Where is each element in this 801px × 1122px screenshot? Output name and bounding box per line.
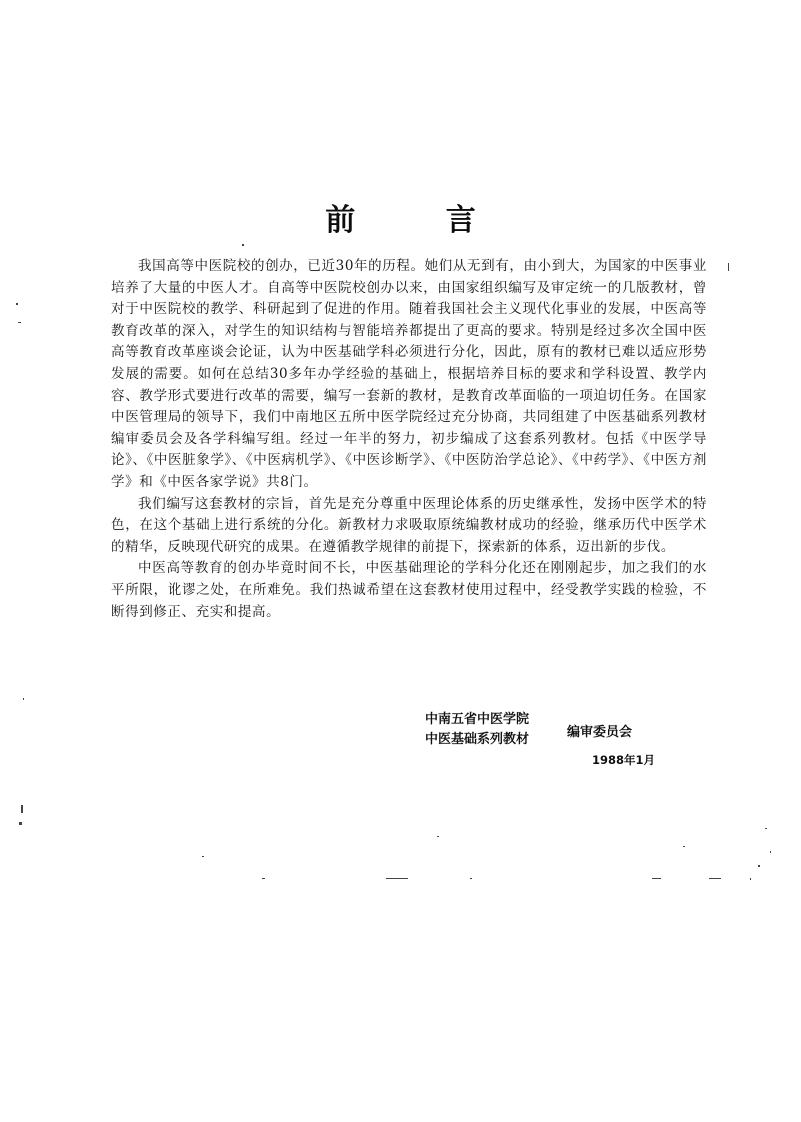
page-title: 前 言 [325, 203, 516, 238]
scan-speck [242, 244, 244, 246]
signature-series: 中医基础系列教材 [425, 732, 530, 747]
signature-institution: 中南五省中医学院 [425, 712, 530, 727]
scan-speck [470, 878, 472, 879]
scan-speck [16, 303, 18, 305]
scan-speck [750, 878, 751, 880]
scan-speck [19, 822, 22, 825]
scan-speck [23, 698, 24, 700]
paragraph-3: 中医高等教育的创办毕竟时间不长，中医基础理论的学科分化还在刚刚起步，加之我们的水平所限，讹谬之处，在所难免。我们热诚希望在这套教材使用过程中，经受教学实践的检验，不断得到修正、充实和提高。 [111, 560, 707, 620]
paragraph-1: 我国高等中医院校的创办，已近30年的历程。她们从无到有，由小到大，为国家的中医事业培养了大量的中医人才。自高等中医院校创办以来，由国家组织编写及审定统一的几版教材，曾对于中医院校的教学、科研起到了促进的作用。随着我国社会主义现代化事业的发展，中医高等教育改革的深入，对学生的知识结构与智能培养都提出了更高的要求。特别是经过多次全国中医高等教育改革座谈会论证，认为中医基础学科必须进行分化，因此，原有的教材已难以适应形势发展的需要。如何在总结30多年办学经验的基础上，根据培养目标的要求和学科设置、教学内容、教学形式要进行改革的需要，编写一套新的教材，是教育改革面临的一项迫切任务。在国家中医管理局的领导下，我们中南地区五所中医学院经过充分协商，共同组建了中医基础系列教材编审委员会及各学科编写组。经过一年半的努力，初步编成了这套系列教材。包括《中医学导论》、《中医脏象学》、《中医病机学》、《中医诊断学》、《中医防治学总论》、《中药学》、《中医方剂学》和《中医各家学说》共8门。 [111, 258, 707, 490]
scan-speck [765, 828, 767, 829]
scan-speck [262, 878, 265, 879]
scan-speck [437, 836, 439, 837]
scan-speck [386, 878, 408, 879]
signature-committee: 编审委员会 [567, 725, 633, 740]
scan-speck [770, 851, 771, 853]
scan-speck [652, 878, 661, 879]
scan-speck [709, 878, 721, 879]
publication-date: 1988年1月 [592, 753, 656, 767]
paragraph-2: 我们编写这套教材的宗旨，首先是充分尊重中医理论体系的历史继承性，发扬中医学术的特色，在这个基础上进行系统的分化。新教材力求吸取原统编教材成功的经验，继承历代中医学术的精华，反映现代研究的成果。在遵循教学规律的前提下，探索新的体系，迈出新的步伐。 [111, 495, 707, 555]
scan-speck [728, 263, 729, 271]
signature-block [425, 710, 633, 750]
scan-speck [758, 865, 760, 867]
scan-speck [21, 805, 23, 813]
scan-speck [18, 322, 21, 323]
preface-body [111, 256, 707, 623]
scan-speck [202, 856, 204, 857]
scan-speck [683, 846, 685, 847]
